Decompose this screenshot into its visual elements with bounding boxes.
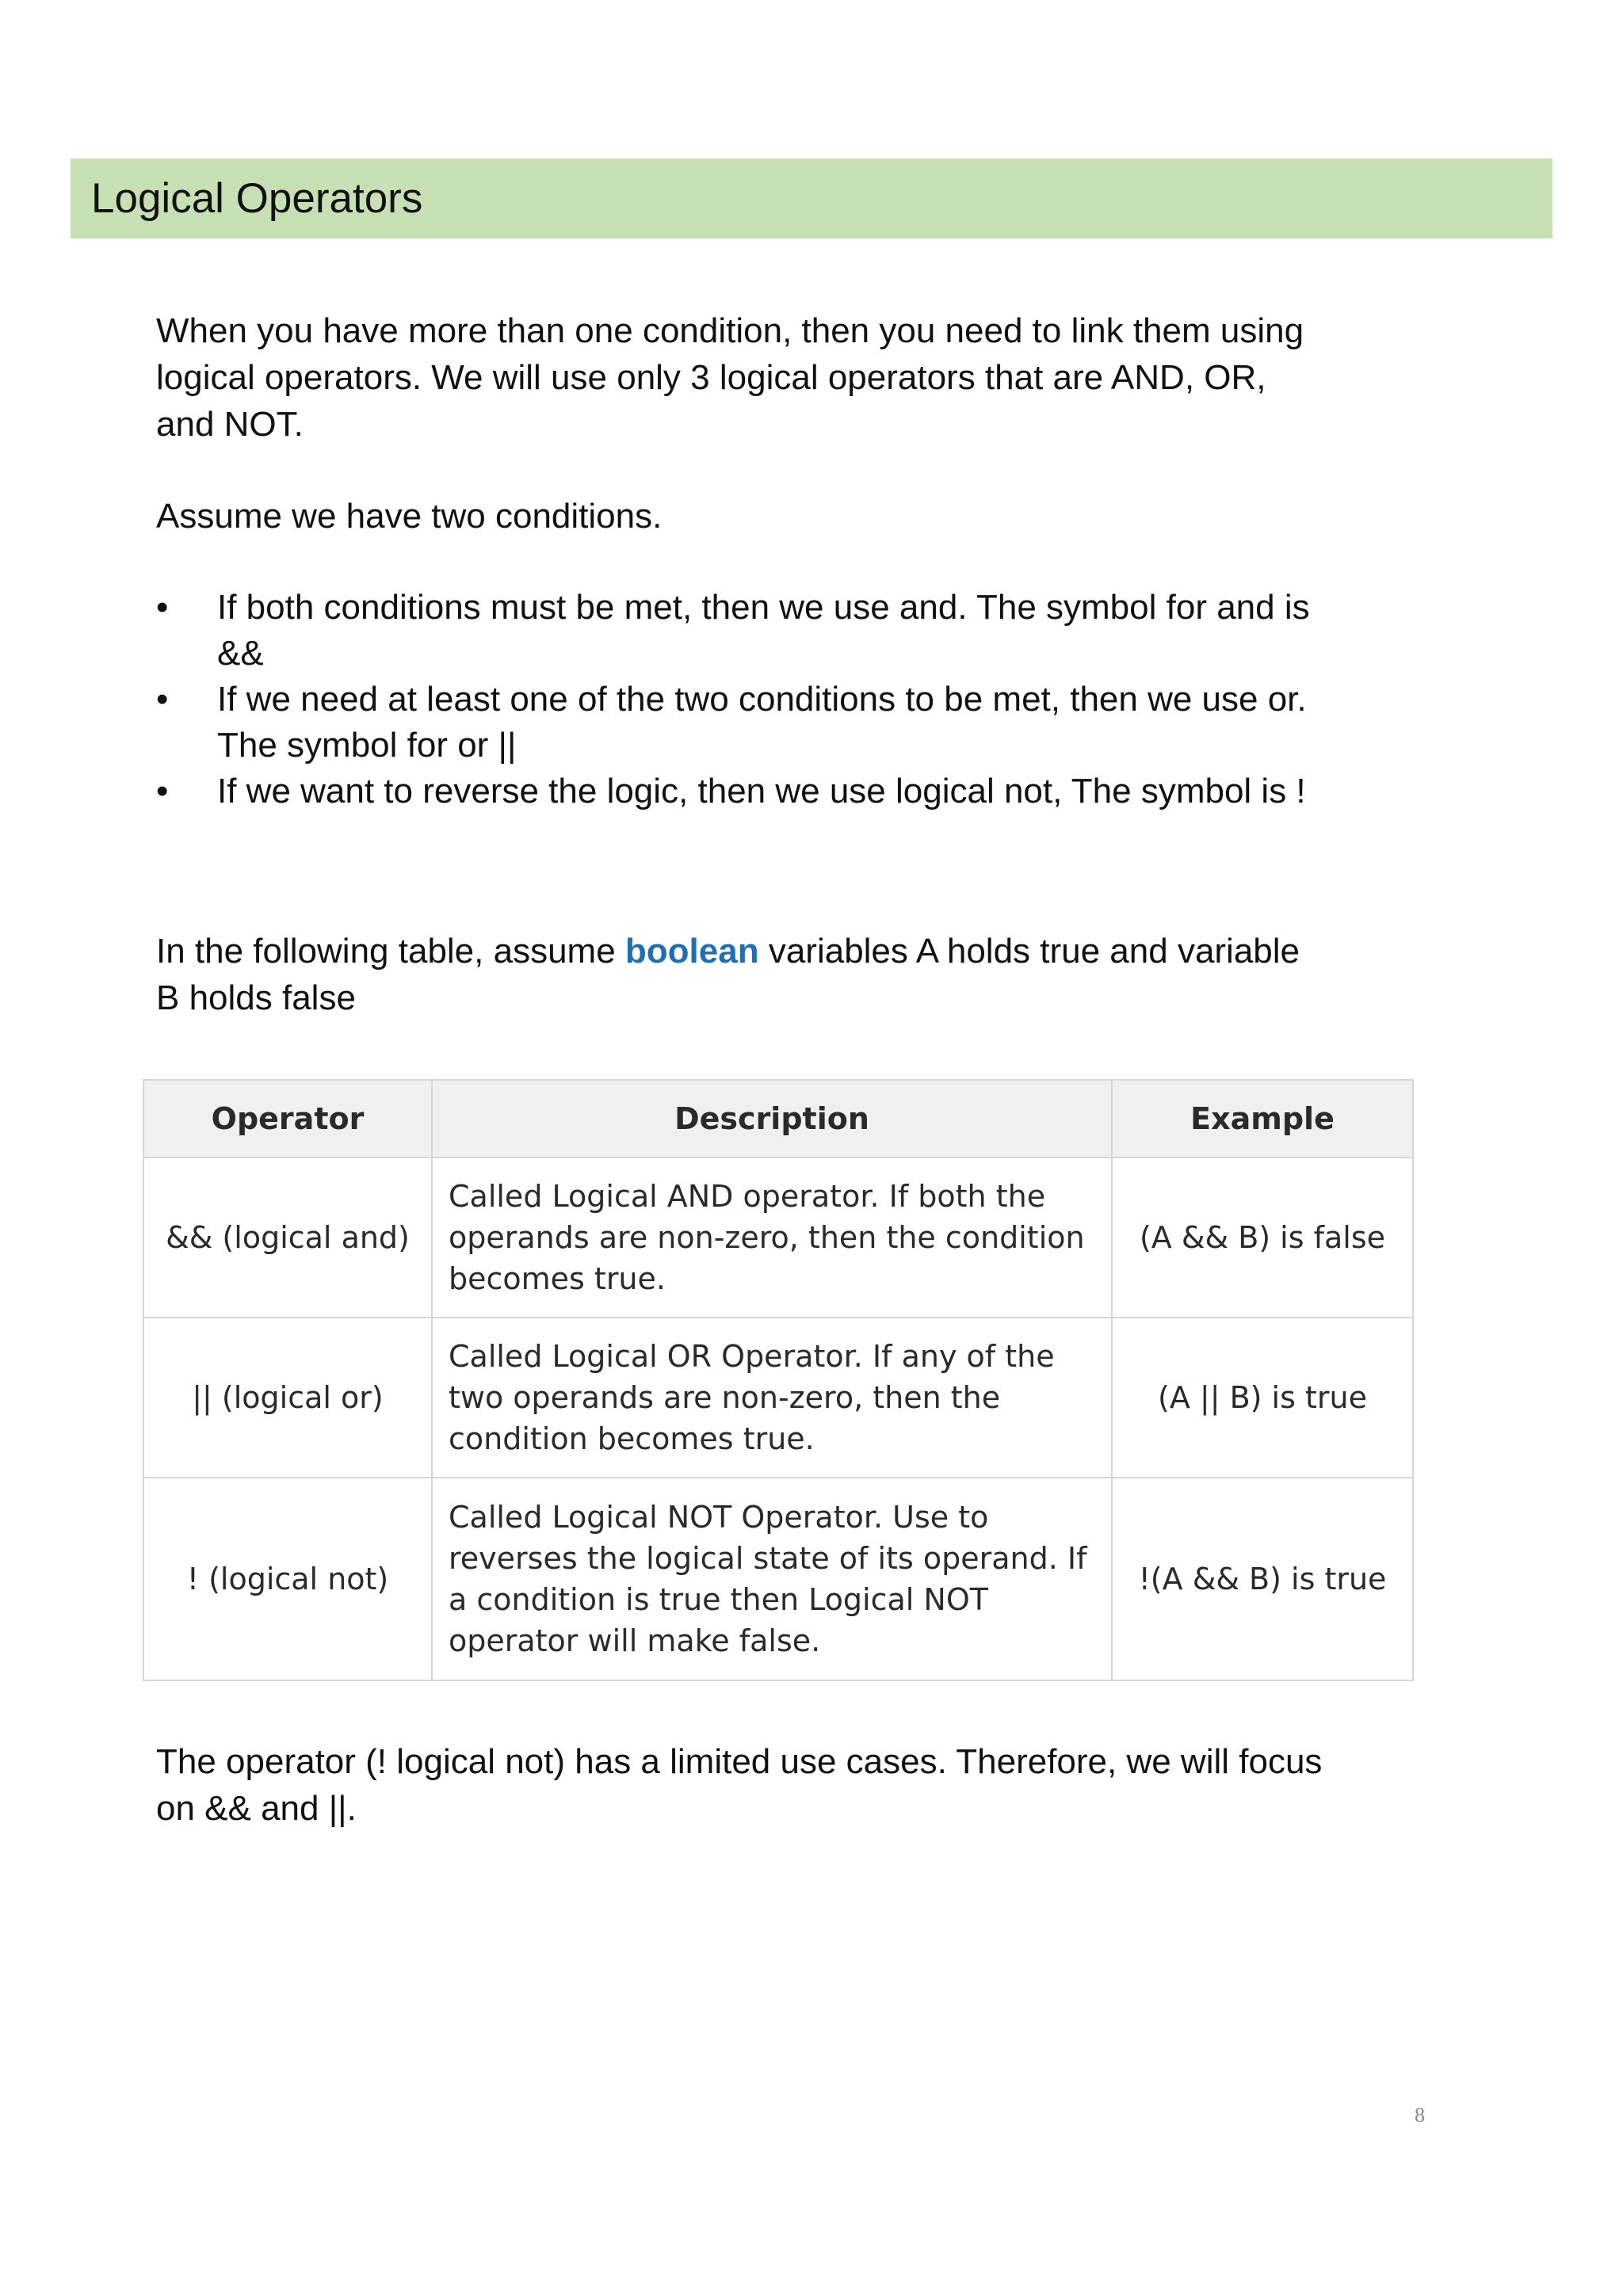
operator-cell: ! (logical not) <box>143 1478 432 1680</box>
assume-paragraph <box>156 493 1392 540</box>
table-intro-after: variables A holds true and variable <box>758 932 1300 971</box>
operator-cell: || (logical or) <box>143 1318 432 1478</box>
description-line: a condition is true then Logical NOT <box>449 1582 988 1617</box>
conditions-bullet-list <box>156 585 1424 814</box>
table-row <box>143 1158 1413 1318</box>
closing-paragraph <box>156 1738 1392 1832</box>
closing-line: The operator (! logical not) has a limited use cases. Therefore, we will focus <box>156 1742 1323 1781</box>
table-header-row <box>143 1080 1413 1158</box>
bullet-icon: • <box>156 588 169 627</box>
description-line: operands are non-zero, then the condition <box>449 1220 1085 1255</box>
bullet-line: The symbol for or || <box>217 726 517 765</box>
section-title: Logical Operators <box>91 175 423 222</box>
intro-paragraph <box>156 307 1392 448</box>
description-line: condition becomes true. <box>449 1421 815 1456</box>
example-cell: !(A && B) is true <box>1112 1478 1413 1680</box>
description-line: operator will make false. <box>449 1623 821 1658</box>
bullet-line: && <box>217 634 264 673</box>
description-line: reverses the logical state of its operand. If <box>449 1541 1087 1576</box>
description-line: Called Logical NOT Operator. Use to <box>449 1500 989 1535</box>
closing-line: on && and ||. <box>156 1789 357 1828</box>
table-intro-line <box>156 928 1392 974</box>
description-line: two operands are non-zero, then the <box>449 1380 1001 1415</box>
intro-line: and NOT. <box>156 405 304 444</box>
table-row <box>143 1318 1413 1478</box>
bullet-line: If we need at least one of the two conditions to be met, then we use or. <box>217 680 1307 719</box>
table-row <box>143 1478 1413 1680</box>
bullet-item-not <box>156 769 1424 814</box>
table-intro-paragraph <box>156 928 1392 1021</box>
bullet-line: If we want to reverse the logic, then we use logical not, The symbol is ! <box>217 772 1306 810</box>
bullet-item-and <box>156 585 1424 677</box>
description-line: Called Logical OR Operator. If any of the <box>449 1339 1055 1374</box>
table-intro-line: B holds false <box>156 978 356 1017</box>
description-cell <box>432 1158 1112 1318</box>
bullet-item-or <box>156 677 1424 769</box>
description-line: becomes true. <box>449 1261 666 1296</box>
description-cell <box>432 1478 1112 1680</box>
example-cell: (A || B) is true <box>1112 1318 1413 1478</box>
bullet-icon: • <box>156 772 169 810</box>
description-cell <box>432 1318 1112 1478</box>
operator-cell: && (logical and) <box>143 1158 432 1318</box>
description-line: Called Logical AND operator. If both the <box>449 1179 1046 1214</box>
intro-line: When you have more than one condition, then you need to link them using <box>156 311 1304 350</box>
intro-line: logical operators. We will use only 3 logical operators that are AND, OR, <box>156 358 1266 397</box>
header-description: Description <box>432 1080 1112 1158</box>
bullet-icon: • <box>156 680 169 719</box>
example-cell: (A && B) is false <box>1112 1158 1413 1318</box>
section-heading-bar <box>71 158 1552 238</box>
bullet-line: If both conditions must be met, then we use and. The symbol for and is <box>217 588 1310 627</box>
table-intro-before: In the following table, assume <box>156 932 625 971</box>
boolean-keyword: boolean <box>624 932 759 971</box>
assume-line: Assume we have two conditions. <box>156 497 663 536</box>
header-operator: Operator <box>143 1080 432 1158</box>
operators-table-container <box>143 1079 1414 1681</box>
logical-operators-table <box>143 1079 1414 1681</box>
header-example: Example <box>1112 1080 1413 1158</box>
page-number: 8 <box>1415 2103 1425 2126</box>
